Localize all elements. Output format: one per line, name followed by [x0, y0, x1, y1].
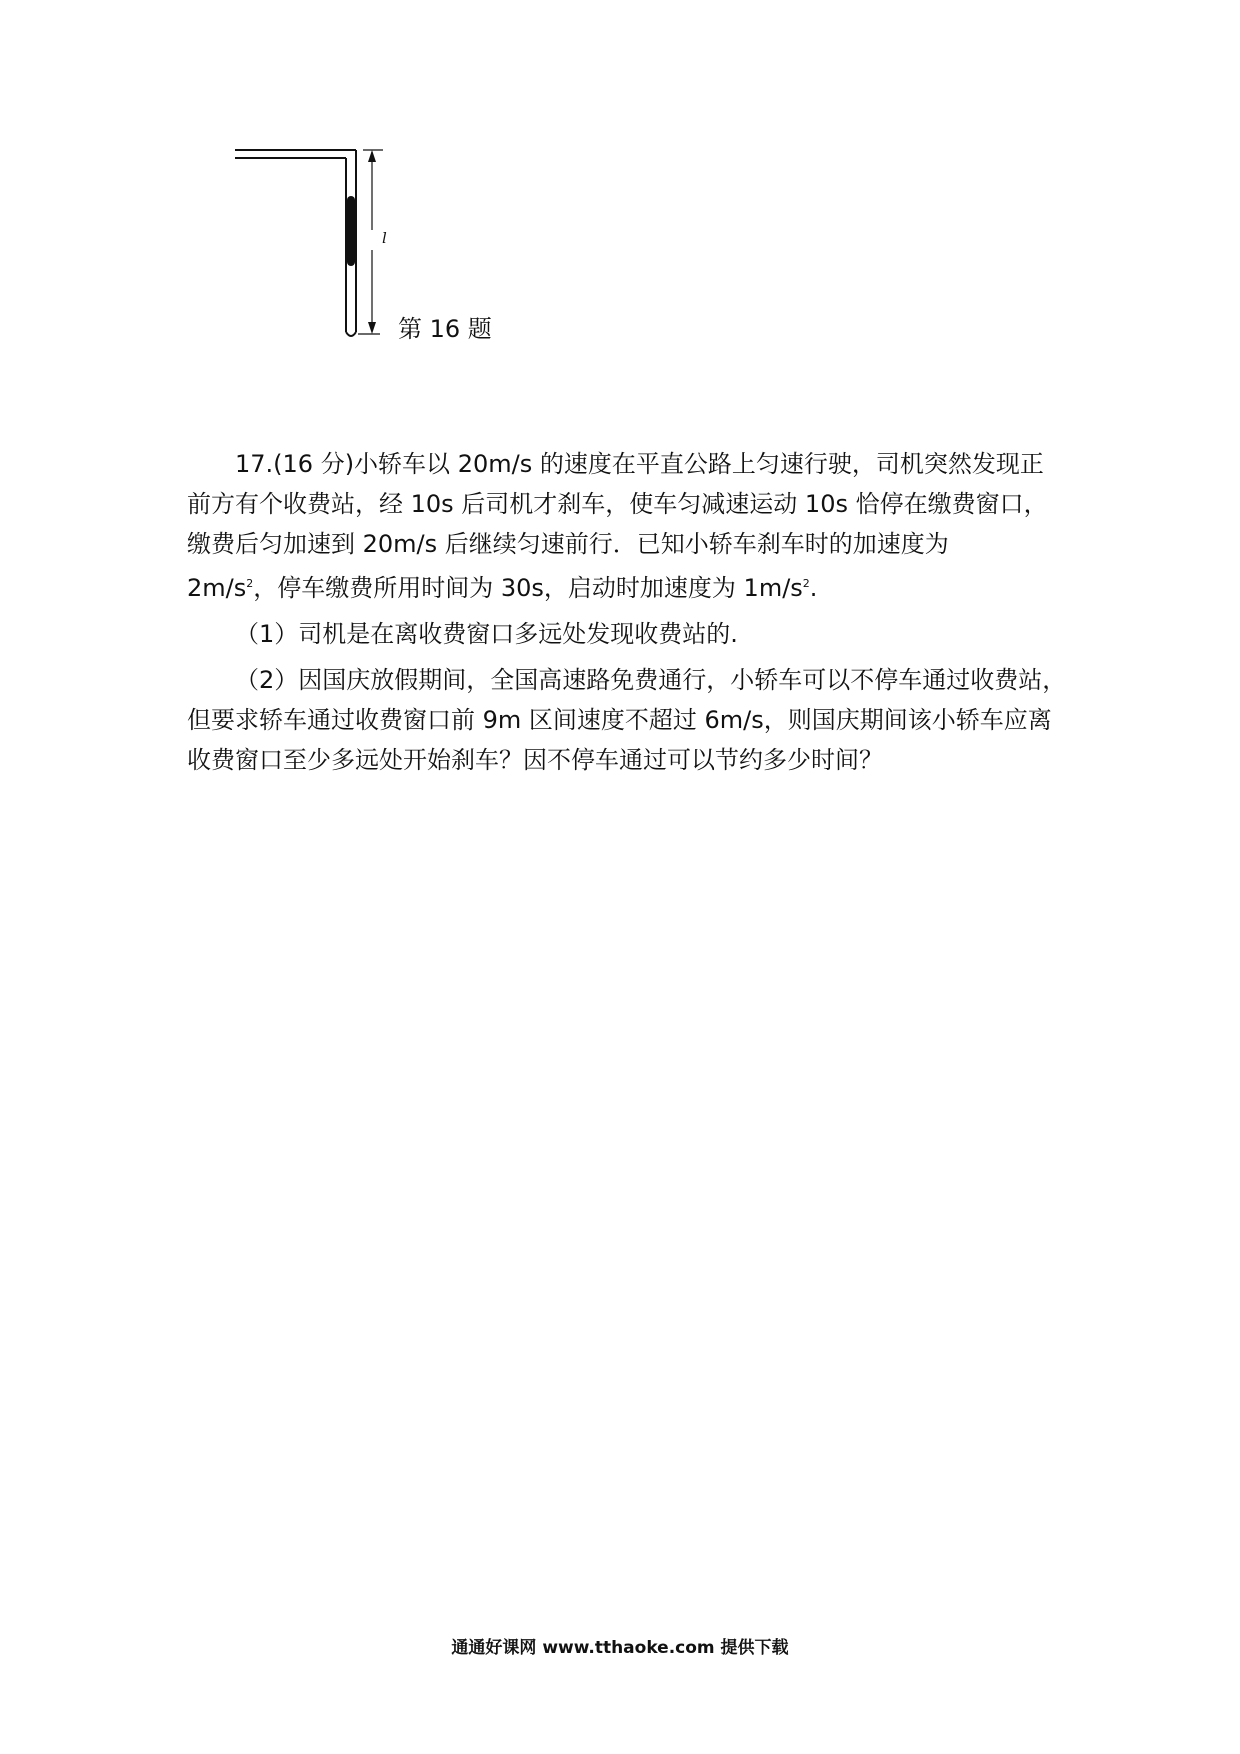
arrow-down-icon [368, 322, 376, 334]
problem-17-statement [187, 444, 1067, 608]
length-label: l [382, 229, 387, 247]
problem-17-text-cont: ，停车缴费所用时间为 30s，启动时加速度为 1m/s [253, 574, 803, 602]
acceleration-brake: 2m/s [187, 574, 247, 602]
figure-16 [220, 140, 520, 350]
mercury-column [347, 196, 355, 266]
problem-17-text: 17.(16 分)小轿车以 20m/s 的速度在平直公路上匀速行驶，司机突然发现正前方有个收费站，经 10s 后司机才刹车，使车匀减速运动 10s 恰停在缴费窗口，缴费后匀加速到 20m/s 后继续匀速前行．已知小轿车刹车时的加速度为 [187, 450, 1048, 558]
superscript-2b: 2 [802, 577, 810, 590]
question-2: （2）因国庆放假期间，全国高速路免费通行，小轿车可以不停车通过收费站，但要求轿车通过收费窗口前 9m 区间速度不超过 6m/s，则国庆期间该小轿车应离收费窗口至少多远处开始刹车？因不停车通过可以节约多少时间？ [187, 666, 1067, 774]
footer-credit: 通通好课网 www.tthaoke.com 提供下载 [451, 1638, 789, 1658]
figure-caption: 第 16 题 [398, 315, 492, 343]
period: . [809, 574, 818, 602]
problem-17 [187, 444, 1067, 786]
arrow-up-icon [368, 150, 376, 162]
tube-bottom [346, 332, 356, 336]
question-1: （1）司机是在离收费窗口多远处发现收费站的. [235, 620, 738, 648]
superscript-2: 2 [246, 577, 254, 590]
